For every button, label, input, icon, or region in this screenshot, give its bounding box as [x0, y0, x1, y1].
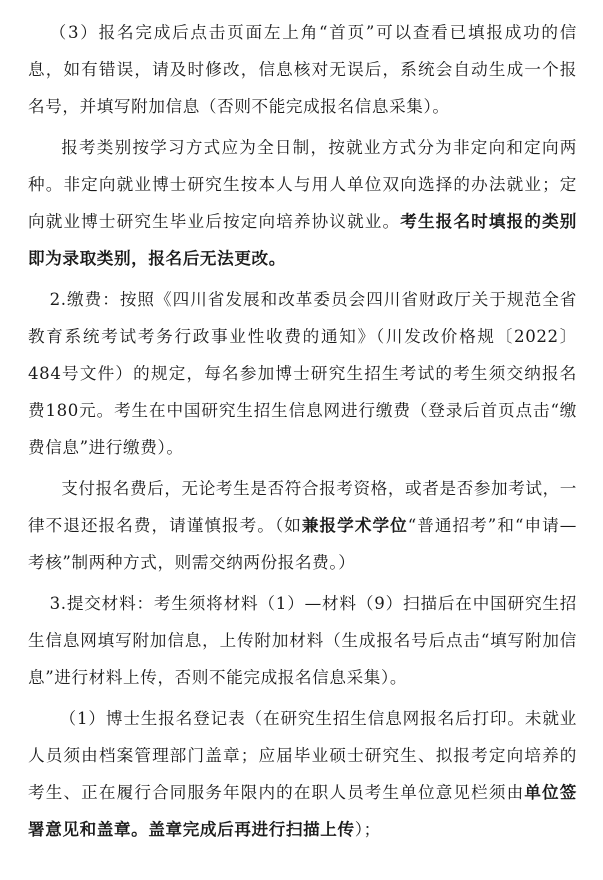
text-run: 3.提交材料：考生须将材料（1）—材料（9）扫描后在中国研究生招生信息网填写附加信息，上传附加材料（生成报名号后点击“填写附加信息”进行材料上传，否则不能完成报名信息采集）。	[28, 594, 577, 687]
paragraph-registration-form	[28, 700, 577, 848]
paragraph-registration-confirm	[28, 14, 577, 125]
paragraph-application-category	[28, 129, 577, 277]
paragraph-payment	[28, 281, 577, 466]
text-run: 报考类别按学习方式应为全日制，按就业方式分为非定向和定向两种。非定向就业博士研究生按本人与用人单位双向选择的办法就业；定向就业博士研究生毕业后按定向培养协议就业。	[28, 138, 577, 231]
bold-notice: 考生报名时填报的类别即为录取类别，报名后无法更改。	[28, 211, 577, 268]
bold-notice: 兼报学术学位	[301, 515, 408, 535]
text-run: ）；	[354, 820, 381, 839]
paragraph-no-refund	[28, 470, 577, 581]
text-run: （1）博士生报名登记表（在研究生招生信息网报名后打印。未就业人员须由档案管理部门盖章；应届毕业硕士研究生、拟报考定向培养的考生、正在履行合同服务年限内的在职人员考生单位意见栏须由	[28, 709, 577, 802]
paragraph-submit-materials	[28, 585, 577, 696]
text-run: 支付报名费后，无论考生是否符合报考资格，或者是否参加考试，一律不退还报名费，请谨慎报考。（如	[28, 479, 577, 535]
text-run: 2.缴费：按照《四川省发展和改革委员会四川省财政厅关于规范全省教育系统考试考务行政事业性收费的通知》（川发改价格规〔2022〕484号文件）的规定，每名参加博士研究生招生考试的考生须交纳报名费180元。考生在中国研究生招生信息网进行缴费（登录后首页点击“缴费信息”进行缴费）。	[28, 290, 577, 457]
text-run: （3）报名完成后点击页面左上角“首页”可以查看已填报成功的信息，如有错误，请及时修改，信息核对无误后，系统会自动生成一个报名号，并填写附加信息（否则不能完成报名信息采集）。	[28, 23, 577, 116]
text-run: “普通招考”和“申请—考核”制两种方式，则需交纳两份报名费。）	[28, 516, 577, 572]
bold-notice: 单位签署意见和盖章。盖章完成后再进行扫描上传	[28, 782, 577, 839]
